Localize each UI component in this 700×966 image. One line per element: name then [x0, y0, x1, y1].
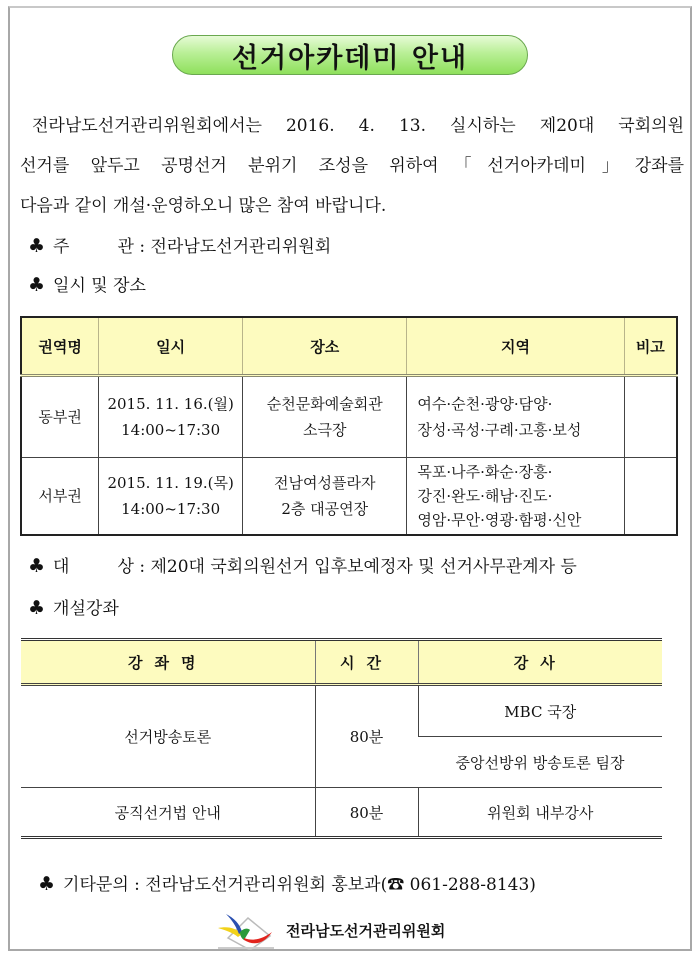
club-icon: ♣ [38, 873, 56, 895]
courses-heading-label: 개설강좌 [53, 599, 119, 619]
date: 2015. 11. 19.(목) [107, 474, 234, 492]
intro-line-2: 선거를 앞두고 공명선거 분위기 조성을 위하여「선거아카데미」강좌를 [20, 156, 684, 176]
footer-org-name: 전라남도선거관리위원회 [286, 921, 446, 940]
host-value: 전라남도선거관리위원회 [150, 237, 332, 257]
club-icon: ♣ [28, 274, 46, 296]
instructor: 중앙선방위 방송토론 팀장 [418, 737, 662, 788]
header-areas: 지역 [407, 317, 624, 376]
areas-line: 여수·순천·광양·담양· [417, 395, 553, 413]
header-note: 비고 [624, 317, 677, 376]
header-instructor: 강사 [418, 640, 662, 685]
note-cell [624, 376, 677, 458]
schedule-table-header [21, 317, 677, 376]
venue-cell [243, 458, 407, 536]
club-icon: ♣ [28, 597, 46, 619]
intro-line-3: 다음과 같이 개설·운영하오니 많은 참여 바랍니다. [20, 196, 387, 216]
venue-cell [243, 376, 407, 458]
datetime-cell [99, 376, 243, 458]
course-table-header [21, 640, 662, 685]
time: 14:00~17:30 [121, 500, 221, 518]
areas-line: 목포·나주·화순·장흥· [417, 463, 553, 481]
schedule-heading [28, 271, 146, 296]
host-sep: : [139, 237, 146, 257]
note-cell [624, 458, 677, 536]
target-label-b: 상 [117, 557, 134, 577]
title-banner [172, 35, 528, 75]
datetime-cell [99, 458, 243, 536]
region-name: 서부권 [21, 458, 99, 536]
host-label-a: 주 [53, 237, 70, 257]
course-name: 선거방송토론 [124, 728, 212, 746]
areas-line: 영암·무안·영광·함평·신안 [417, 511, 582, 529]
contact-value: 전라남도선거관리위원회 홍보과( [145, 875, 388, 895]
schedule-heading-label: 일시 및 장소 [53, 276, 146, 296]
header-course-name: 강좌명 [21, 640, 315, 685]
venue-line: 순천문화예술회관 [266, 395, 383, 413]
schedule-table [20, 316, 678, 536]
header-region-name: 권역명 [21, 317, 99, 376]
areas-cell [407, 458, 624, 536]
region-name: 동부권 [21, 376, 99, 458]
target-line [28, 552, 577, 577]
target-value: 제20대 국회의원선거 입후보예정자 및 선거사무관계자 등 [150, 557, 577, 577]
venue-line: 2층 대공연장 [281, 500, 369, 518]
header-duration: 시간 [315, 640, 418, 685]
contact-line [38, 870, 536, 895]
time: 14:00~17:30 [121, 421, 221, 439]
course-duration: 80분 [315, 788, 418, 838]
header-venue: 장소 [243, 317, 407, 376]
target-sep: : [139, 557, 146, 577]
course-name: 공직선거법 안내 [21, 788, 315, 838]
areas-line: 장성·곡성·구례·고흥·보성 [417, 421, 582, 439]
venue-line: 전남여성플라자 [274, 474, 376, 492]
date: 2015. 11. 16.(월) [107, 395, 234, 413]
footer-logo [214, 910, 445, 950]
venue-line: 소극장 [302, 421, 347, 439]
course-table [21, 638, 662, 839]
club-icon: ♣ [28, 555, 46, 577]
contact-label: 기타문의 [63, 875, 129, 895]
phone-icon: ☎ [387, 875, 405, 895]
table-row [21, 376, 677, 458]
host-label-b: 관 [117, 237, 134, 257]
target-label-a: 대 [53, 557, 70, 577]
table-row [21, 685, 662, 737]
contact-phone: 061-288-8143) [409, 875, 536, 895]
areas-cell [407, 376, 624, 458]
intro-paragraph [20, 106, 684, 226]
instructor: MBC 국장 [418, 685, 662, 737]
election-commission-logo-icon [214, 910, 278, 950]
course-duration: 80분 [315, 685, 418, 788]
contact-sep: : [134, 875, 140, 895]
intro-line-1: 전라남도선거관리위원회에서는 2016. 4. 13. 실시하는 제20대 국회의원 [32, 116, 684, 136]
instructor: 위원회 내부강사 [418, 788, 662, 838]
club-icon: ♣ [28, 235, 46, 257]
table-row [21, 788, 662, 838]
header-datetime: 일시 [99, 317, 243, 376]
page-title: 선거아카데미 안내 [231, 42, 469, 74]
areas-line: 강진·완도·해남·진도· [417, 487, 553, 505]
table-row [21, 458, 677, 536]
host-line [28, 232, 331, 257]
courses-heading [28, 594, 119, 619]
